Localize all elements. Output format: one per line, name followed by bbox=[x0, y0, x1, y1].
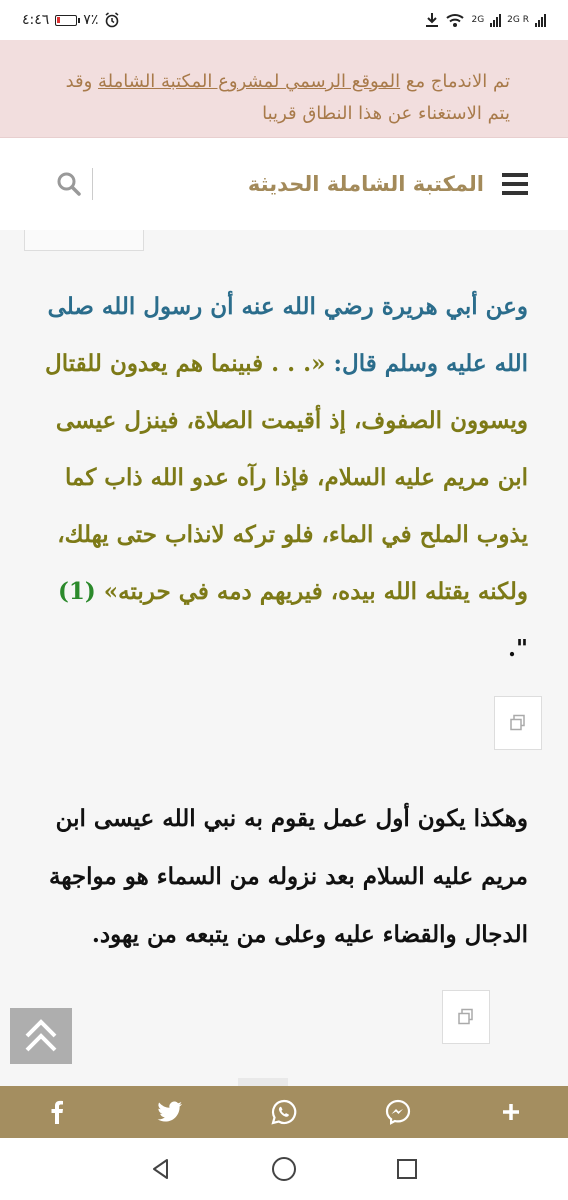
share-bar bbox=[0, 1086, 568, 1138]
battery-percent: ٧٪ bbox=[83, 12, 99, 28]
hadith-intro: وعن أبي هريرة رضي الله عنه أن رسول الله صلى الله عليه وسلم قال: bbox=[47, 293, 528, 377]
messenger-icon[interactable] bbox=[378, 1092, 418, 1132]
network-type-left: 2G bbox=[471, 15, 485, 25]
battery-icon bbox=[55, 15, 77, 26]
download-icon bbox=[425, 12, 439, 28]
wifi-icon bbox=[445, 12, 465, 28]
signal-icon bbox=[490, 13, 501, 27]
whatsapp-icon[interactable] bbox=[264, 1092, 304, 1132]
copy-button-2[interactable] bbox=[442, 990, 490, 1044]
copy-icon bbox=[509, 714, 527, 732]
previous-copy-button-edge bbox=[24, 230, 144, 251]
status-bar bbox=[0, 0, 568, 40]
brand[interactable] bbox=[248, 172, 528, 196]
clock: ٤:٤٦ bbox=[22, 12, 50, 28]
search-divider bbox=[92, 168, 93, 200]
commentary-paragraph: وهكذا يكون أول عمل يقوم به نبي الله عيسى ابن مريم عليه السلام بعد نزوله من السماء هو مواجهة الدجال والقضاء عليه وعلى من يتبعه من يهود. bbox=[49, 805, 528, 948]
recents-icon[interactable] bbox=[395, 1157, 419, 1181]
plus-icon[interactable] bbox=[491, 1092, 531, 1132]
search-area bbox=[56, 168, 93, 200]
copy-icon bbox=[457, 1008, 475, 1026]
system-navigation-bar bbox=[0, 1138, 568, 1200]
back-to-top-button[interactable] bbox=[10, 1008, 72, 1064]
home-icon[interactable] bbox=[270, 1155, 298, 1183]
hadith-paragraph bbox=[34, 278, 528, 677]
signal-icon-2 bbox=[535, 13, 546, 27]
copy-button[interactable] bbox=[494, 696, 542, 750]
top-navbar bbox=[0, 138, 568, 230]
site-title[interactable]: المكتبة الشاملة الحديثة bbox=[247, 172, 484, 196]
search-icon[interactable] bbox=[56, 171, 82, 197]
twitter-icon[interactable] bbox=[150, 1092, 190, 1132]
facebook-icon[interactable] bbox=[37, 1092, 77, 1132]
back-icon[interactable] bbox=[149, 1157, 173, 1181]
hadith-quote: «. . . فبينما هم يعدون للقتال ويسوون الصفوف، إذ أقيمت الصلاة، فينزل عيسى ابن مريم عليه السلام، فإذا رآه عدو الله ذاب كما يذوب الملح في الماء، فلو تركه لانذاب حتى يهلك، ولكنه يقتله الله بيده، فيريهم دمه في حربته» bbox=[45, 350, 528, 605]
hadith-end: ". bbox=[508, 635, 528, 662]
article-content bbox=[0, 230, 568, 1086]
footnote-ref[interactable]: (1) bbox=[57, 578, 104, 605]
banner-text-before: تم الاندماج مع bbox=[400, 71, 510, 92]
merge-notice-banner bbox=[0, 40, 568, 138]
network-type-right: 2G R bbox=[507, 15, 529, 25]
menu-icon[interactable] bbox=[502, 173, 528, 195]
double-chevron-up-icon bbox=[23, 1016, 59, 1056]
official-site-link[interactable]: الموقع الرسمي لمشروع المكتبة الشاملة bbox=[98, 71, 401, 92]
banner-text-after: وقد يتم الاستغناء عن هذا النطاق قريبا bbox=[65, 71, 510, 124]
status-left bbox=[22, 12, 120, 28]
alarm-icon bbox=[104, 12, 120, 28]
status-right bbox=[425, 12, 546, 28]
